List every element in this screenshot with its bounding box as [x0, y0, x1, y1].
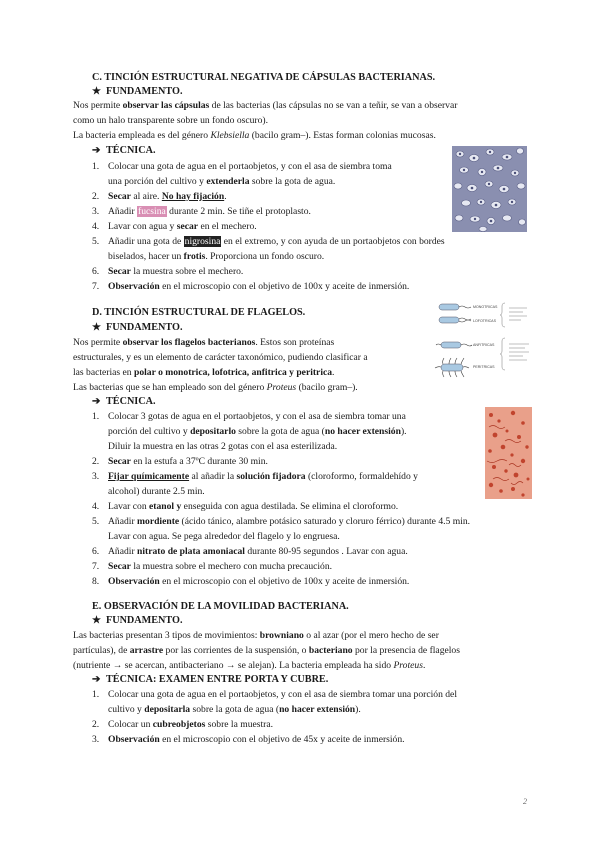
- d-step6: Añadir nitrato de plata amoniacal durante 80-95 segundos . Lavar con agua.: [108, 546, 408, 557]
- list-number: 6.: [92, 266, 100, 277]
- c-step3: Añadir fucsina durante 2 min. Se tiñe el protoplasto.: [108, 206, 311, 217]
- d-step3-line2: alcohol) durante 2.5 min.: [108, 486, 205, 497]
- c-step6: Secar la muestra sobre el mechero.: [108, 266, 244, 277]
- section-d-fundamento: ★ FUNDAMENTO.: [92, 322, 183, 333]
- page-number: 2: [523, 797, 527, 806]
- list-number: 3.: [92, 471, 100, 482]
- e-step1-line2: cultivo y depositarla sobre la gota de agua (no hacer extensión).: [108, 704, 361, 715]
- nigrosina-highlight: nigrosina: [184, 236, 221, 247]
- list-number: 8.: [92, 576, 100, 587]
- flagella-label: MONOTRICAS: [473, 305, 498, 309]
- list-number: 4.: [92, 221, 100, 232]
- d-step1-line2: porción del cultivo y depositarlo sobre la gota de agua (no hacer extensión).: [108, 426, 407, 437]
- list-number: 2.: [92, 456, 100, 467]
- c-step2: Secar al aire. No hay fijación.: [108, 191, 227, 202]
- star-icon: ★: [92, 615, 102, 626]
- section-c-fundamento: ★ FUNDAMENTO.: [92, 86, 183, 97]
- section-d-para-line3: las bacterias en polar o monotrica, lofotrica, anfitrica y peritrica.: [73, 367, 335, 378]
- arrow-right-icon: ➔: [92, 396, 101, 407]
- section-e-para-line3: (nutriente → se acercan, antibacteriano → se alejan). La bacteria empleada ha sido Proteus.: [73, 660, 426, 671]
- d-step8: Observación en el microscopio con el objetivo de 100x y aceite de inmersión.: [108, 576, 410, 587]
- section-e-fundamento: ★ FUNDAMENTO.: [92, 615, 183, 626]
- section-d-para-line2: estructurales, y es un elemento de carácter taxonómico, pudiendo clasificar a: [73, 352, 368, 363]
- list-number: 3.: [92, 206, 100, 217]
- c-step4: Lavar con agua y secar en el mechero.: [108, 221, 257, 232]
- e-step2: Colocar un cubreobjetos sobre la muestra.: [108, 719, 274, 730]
- list-number: 5.: [92, 516, 100, 527]
- section-e-title: E. OBSERVACIÓN DE LA MOVILIDAD BACTERIANA.: [92, 601, 349, 612]
- flagella-label: PERITRICAS: [473, 365, 495, 369]
- fucsina-highlight: fucsina: [138, 206, 166, 217]
- list-number: 2.: [92, 719, 100, 730]
- section-d-title: D. TINCIÓN ESTRUCTURAL DE FLAGELOS.: [92, 307, 306, 318]
- section-d-tecnica: ➔ TÉCNICA.: [92, 396, 156, 407]
- e-step1-line1: Colocar una gota de agua en el portaobjetos, y con el asa de siembra tomar una porción del: [108, 689, 457, 700]
- section-e-tecnica: ➔ TÉCNICA: EXAMEN ENTRE PORTA Y CUBRE.: [92, 674, 329, 685]
- star-icon: ★: [92, 322, 102, 333]
- section-c-title: C. TINCIÓN ESTRUCTURAL NEGATIVA DE CÁPSULAS BACTERIANAS.: [92, 72, 436, 83]
- section-d-para-line1: Nos permite observar los flagelos bacterianos. Estos son proteínas: [73, 337, 335, 348]
- d-step3-line1: Fijar químicamente al añadir la solución fijadora (cloroformo, formaldehído y: [108, 471, 418, 482]
- list-number: 1.: [92, 689, 100, 700]
- list-number: 6.: [92, 546, 100, 557]
- c-step1-line1: Colocar una gota de agua en el portaobjetos, y con el asa de siembra toma: [108, 161, 392, 172]
- section-c-para-line2: como un halo transparente sobre un fondo oscuro).: [73, 115, 269, 126]
- d-step2: Secar en la estufa a 37ºC durante 30 min.: [108, 456, 268, 467]
- arrow-right-icon: ➔: [92, 674, 101, 685]
- e-step3: Observación en el microscopio con el objetivo de 45x y aceite de inmersión.: [108, 734, 405, 745]
- list-number: 3.: [92, 734, 100, 745]
- section-d-para-line4: Las bacterias que se han empleado son del género Proteus (bacilo gram–).: [73, 382, 358, 393]
- list-number: 2.: [92, 191, 100, 202]
- d-step4: Lavar con etanol y enseguida con agua destilada. Se elimina el cloroformo.: [108, 501, 399, 512]
- list-number: 1.: [92, 411, 100, 422]
- list-number: 4.: [92, 501, 100, 512]
- star-icon: ★: [92, 86, 102, 97]
- c-step5-line2: biselados, hacer un frotis. Proporciona un fondo oscuro.: [108, 251, 325, 262]
- list-number: 7.: [92, 281, 100, 292]
- section-c-para-line1: Nos permite observar las cápsulas de las bacterias (las cápsulas no se van a teñir, se van a observar: [73, 100, 458, 111]
- c-step5-line1: Añadir una gota de nigrosina en el extremo, y con ayuda de un portaobjetos con bordes: [108, 236, 445, 247]
- flagella-diagram: [433, 300, 533, 382]
- d-step1-line1: Colocar 3 gotas de agua en el portaobjetos, y con el asa de siembra tomar una: [108, 411, 406, 422]
- c-step1-line2: una porción del cultivo y extenderla sobre la gota de agua.: [108, 176, 336, 187]
- proteus-micrograph: [485, 407, 532, 499]
- c-step7: Observación en el microscopio con el objetivo de 100x y aceite de inmersión.: [108, 281, 410, 292]
- section-e-para-line1: Las bacterias presentan 3 tipos de movimientos: browniano o al azar (por el mero hecho de ser: [73, 630, 439, 641]
- list-number: 7.: [92, 561, 100, 572]
- list-number: 5.: [92, 236, 100, 247]
- capsule-micrograph: [452, 146, 527, 232]
- section-c-tecnica: ➔ TÉCNICA.: [92, 145, 156, 156]
- flagella-label: ANFITRICAS: [473, 343, 495, 347]
- list-number: 1.: [92, 161, 100, 172]
- d-step5-line2: Lavar con agua. Se pega alrededor del flagelo y lo engruesa.: [108, 531, 340, 542]
- d-step5-line1: Añadir mordiente (ácido tánico, alambre potásico saturado y cloruro férrico) durante 4.5 min.: [108, 516, 471, 527]
- flagella-label: LOFOTRICAS: [473, 319, 496, 323]
- section-c-para-line3: La bacteria empleada es del género Klebsiella (bacilo gram–). Estas forman colonias mucosas.: [73, 130, 436, 141]
- section-e-para-line2: partículas), de arrastre por las corrientes de la suspensión, o bacteriano por la presencia de flagelos: [73, 645, 460, 656]
- arrow-right-icon: ➔: [92, 145, 101, 156]
- d-step1-line3: Diluir la muestra en las otras 2 gotas con el asa esterilizada.: [108, 441, 338, 452]
- d-step7: Secar la muestra sobre el mechero con mucha precaución.: [108, 561, 333, 572]
